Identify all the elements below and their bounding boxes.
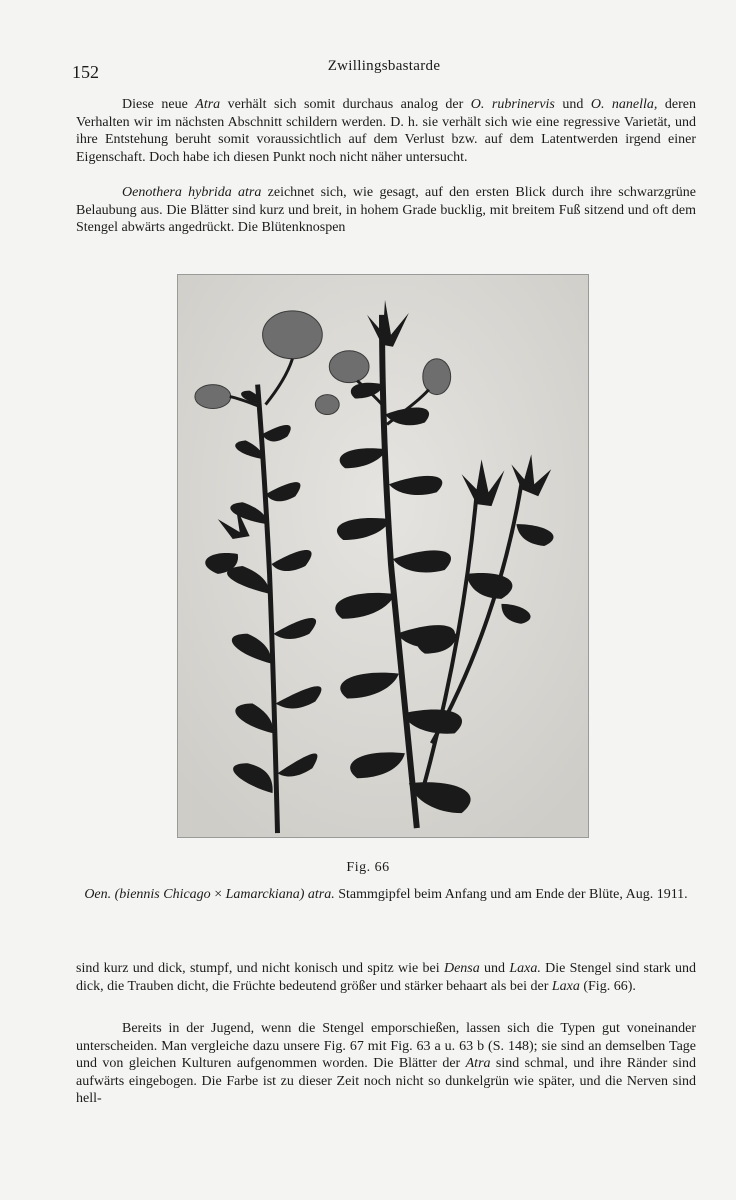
text-run: und [554, 97, 591, 112]
text-run: und [479, 961, 510, 976]
text-run: zeichnet sich, wie gesagt, auf den ersten Blick durch ihre schwarzgrüne Belaubung aus. Die Blätter sind kurz und breit, in hohem Grade bucklig, mit breitem Fuß sitzend und oft dem Stengel abwärts angedrückt. Die Blütenknospen [76, 185, 696, 235]
text-run: (Fig. 66). [579, 978, 636, 994]
running-title: Zwillingsbastarde [327, 58, 441, 74]
figure-number: Fig. 66 [346, 860, 390, 875]
paragraph-2 [76, 184, 696, 237]
text-run: verhält sich somit durchaus analog der [220, 97, 471, 112]
paragraph-4 [76, 1020, 696, 1108]
text-run: × [210, 887, 226, 902]
text-run: Bereits in der Jugend, wenn die Stengel emporschießen, lassen sich die Typen gut voneinander unterscheiden. Man vergleiche dazu unsere Fig. 67 mit Fig. 63 a u. 63 b (S. 148); sie sind an demselben Tage und von gleichen Kulturen aufgenommen worden. Die Blätter der [76, 1021, 696, 1071]
italic-text-run: Laxa. [509, 961, 541, 976]
text-run: Diese neue [122, 97, 196, 112]
plant-photograph [177, 274, 589, 838]
italic-text-run: O. rubrinervis [470, 97, 555, 112]
text-run: Die Stengel sind stark und dick, die Trauben dicht, die Früchte bedeutend größer und stärker behaart als bei der [76, 961, 697, 994]
italic-text-run: Atra [465, 1056, 491, 1071]
paragraph-3 [76, 960, 696, 995]
text-run: sind schmal, und ihre Ränder sind aufwärts eingebogen. Die Farbe ist zu dieser Zeit noch nicht so dunkelgrün wie später, und die Nerven sind hell- [76, 1056, 696, 1106]
italic-text-run: Laxa [551, 978, 580, 994]
italic-text-run: Atra [195, 97, 221, 112]
running-head [72, 58, 696, 82]
italic-text-run: Oenothera hybrida atra [122, 185, 262, 200]
italic-text-run: O. nanella, [590, 97, 658, 112]
oenothera-photo-illustration [178, 275, 588, 837]
paragraph-1 [76, 96, 696, 166]
text-run: Stammgipfel beim Anfang und am Ende der Blüte, Aug. 1911. [334, 887, 688, 902]
text-run: deren Verhalten wir im nächsten Abschnitt schildern werden. D. h. sie verhält sich wie eine regressive Varietät, und ihre Entstehung beruht somit voraussichtlich auf dem Verlust bzw. auf dem Latentwerden irgend einer Eigenschaft. Doch habe ich diesen Punkt noch nicht näher untersucht. [76, 97, 697, 165]
page-number: 152 [72, 62, 99, 82]
italic-text-run: Densa [443, 961, 480, 976]
italic-text-run: Oen. (biennis Chicago [84, 887, 211, 902]
figure-caption [76, 886, 696, 904]
italic-text-run: Lamarckiana) atra. [225, 887, 335, 902]
text-run: sind kurz und dick, stumpf, und nicht konisch und spitz wie bei [76, 961, 444, 976]
